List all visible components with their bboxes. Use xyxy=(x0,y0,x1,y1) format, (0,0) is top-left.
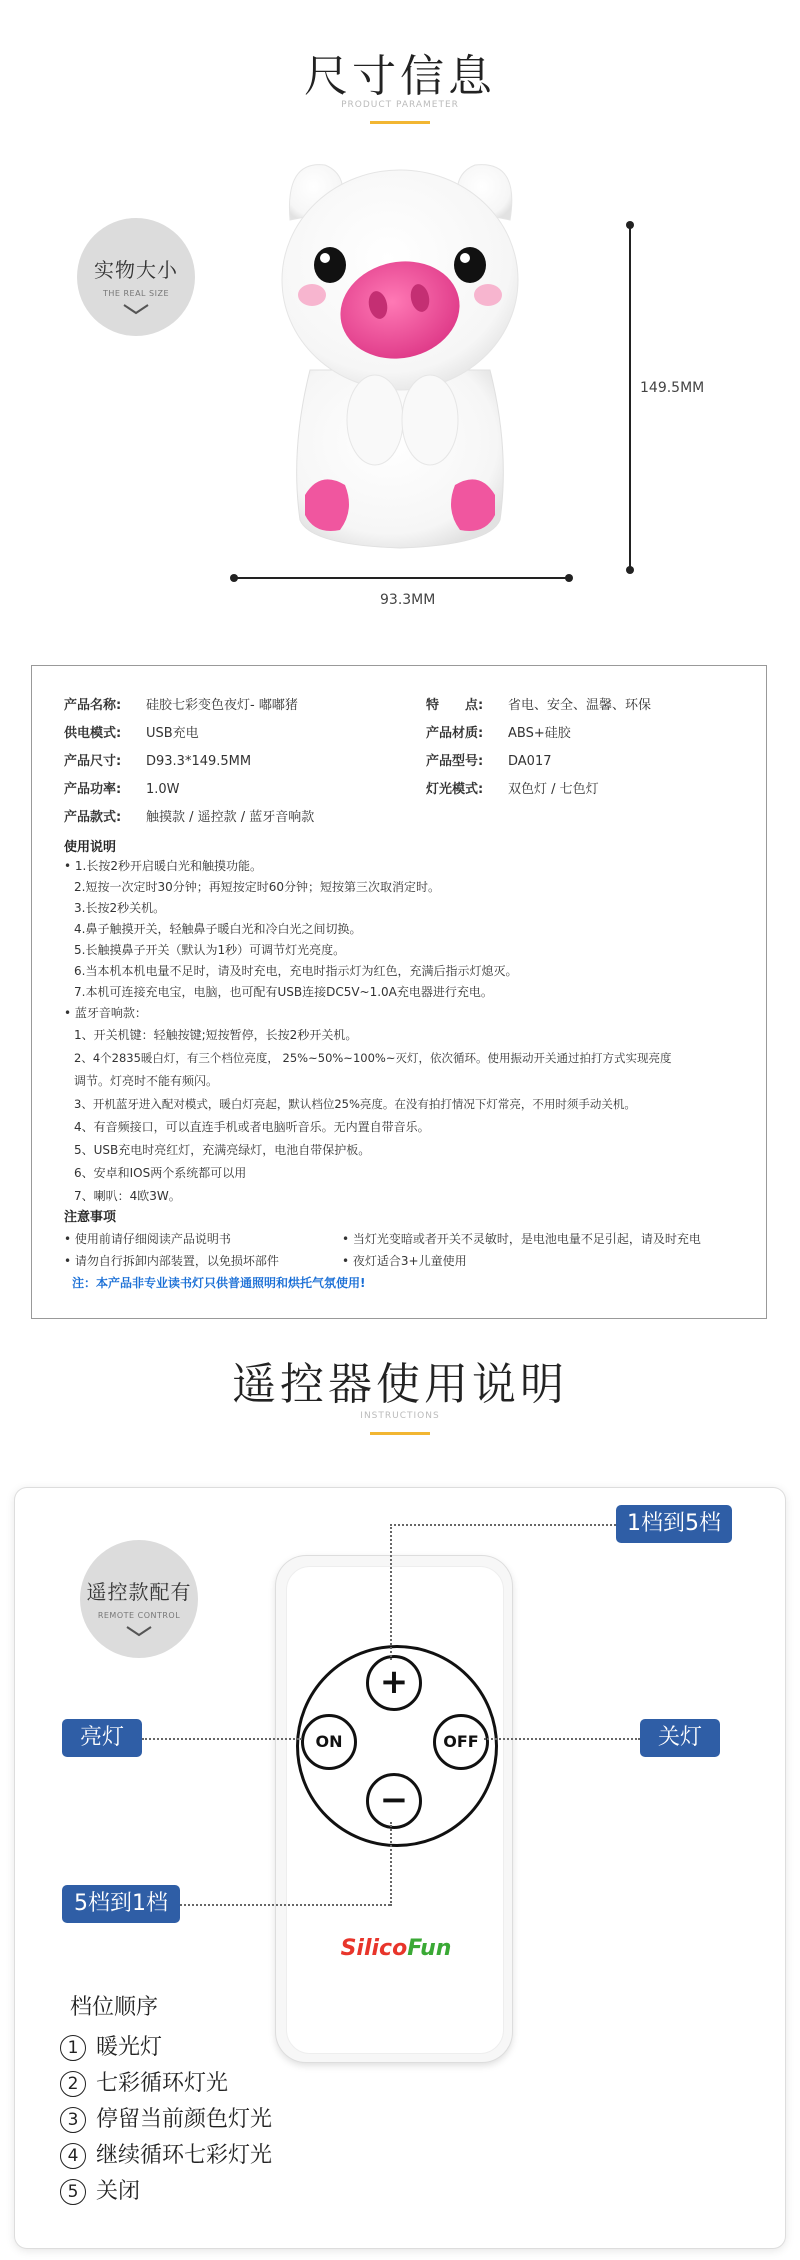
tag-level-down: 5档到1档 xyxy=(62,1885,180,1923)
usage-line: 4、有音频接口，可以直连手机或者电脑听音乐。无内置自带音乐。 xyxy=(74,1120,430,1134)
order-list xyxy=(60,2030,420,2210)
list-item: 1 暖光灯 xyxy=(60,2030,420,2066)
spec-box xyxy=(31,665,767,1319)
usage-line: 5.长触摸鼻子开关（默认为1秒）可调节灯光亮度。 xyxy=(74,943,346,957)
off-button[interactable]: OFF xyxy=(433,1714,489,1770)
leader-line-up-h xyxy=(390,1524,616,1526)
width-dimension-line xyxy=(234,577,569,579)
height-dimension-line xyxy=(629,225,631,570)
spec-row-size: 产品尺寸: D93.3*149.5MM xyxy=(64,754,252,769)
list-item: 4 继续循环七彩灯光 xyxy=(60,2138,420,2174)
badge-cn-text: 实物大小 xyxy=(94,258,178,282)
remote-badge xyxy=(80,1540,198,1658)
chevron-down-icon xyxy=(80,1622,198,1641)
spec-row-model: 产品型号: DA017 xyxy=(426,754,552,769)
usage-line: 3.长按2秒关机。 xyxy=(74,901,166,915)
size-section-subtitle: PRODUCT PARAMETER xyxy=(341,100,459,110)
tag-light-off: 关灯 xyxy=(640,1719,720,1757)
height-label: 149.5MM xyxy=(640,380,705,396)
usage-line: 4.鼻子触摸开关，轻触鼻子暖白光和冷白光之间切换。 xyxy=(74,922,362,936)
title-underline xyxy=(370,1432,430,1435)
real-size-badge xyxy=(77,218,195,336)
usage-line: 6、安卓和IOS两个系统都可以用 xyxy=(74,1166,247,1180)
leader-line-down-h xyxy=(180,1904,390,1906)
title-underline xyxy=(370,121,430,124)
usage-list xyxy=(64,856,754,1208)
spec-right-column xyxy=(426,692,746,804)
usage-line: • 1.长按2秒开启暖白光和触摸功能。 xyxy=(64,859,262,873)
chevron-down-icon xyxy=(77,300,195,319)
note-item: • 夜灯适合3+儿童使用 xyxy=(342,1254,467,1268)
leader-line-on xyxy=(142,1738,302,1740)
note-item: • 使用前请仔细阅读产品说明书 xyxy=(64,1232,231,1246)
note-item: • 请勿自行拆卸内部装置，以免损坏部件 xyxy=(64,1254,279,1268)
usage-warning: 注：本产品非专业读书灯只供普通照明和烘托气氛使用! xyxy=(72,1276,366,1290)
brand-logo: SilicoFun xyxy=(340,1936,452,1961)
usage-line: 3、开机蓝牙进入配对模式，暖白灯亮起，默认档位25%亮度。在没有拍打情况下灯常亮，不用时须手动关机。 xyxy=(74,1097,636,1111)
remote-section-title: 遥控器使用说明 xyxy=(232,1359,568,1410)
spec-row-wattage: 产品功率: 1.0W xyxy=(64,782,180,797)
usage-line: 7、喇叭：4欧3W。 xyxy=(74,1189,181,1203)
usage-line: 5、USB充电时亮红灯，充满亮绿灯，电池自带保护板。 xyxy=(74,1143,371,1157)
tag-light-on: 亮灯 xyxy=(62,1719,142,1757)
usage-line: 6.当本机本机电量不足时，请及时充电，充电时指示灯为红色，充满后指示灯熄灭。 xyxy=(74,964,518,978)
remote-section-subtitle: INSTRUCTIONS xyxy=(360,1411,440,1421)
list-item: 2 七彩循环灯光 xyxy=(60,2066,420,2102)
usage-line: 1、开关机键：轻触按键;短按暂停，长按2秒开关机。 xyxy=(74,1028,358,1042)
order-title: 档位顺序 xyxy=(70,1995,159,2020)
usage-line: 7.本机可连接充电宝，电脑，也可配有USB连接DC5V~1.0A充电器进行充电。 xyxy=(74,985,493,999)
on-button[interactable]: ON xyxy=(301,1714,357,1770)
usage-title: 使用说明 xyxy=(64,840,117,855)
spec-row-name: 产品名称: 硅胶七彩变色夜灯- 嘟嘟猪 xyxy=(64,698,298,713)
spec-row-light-mode: 灯光模式: 双色灯 / 七色灯 xyxy=(426,782,599,797)
list-item: 5 关闭 xyxy=(60,2174,420,2210)
list-item: 3 停留当前颜色灯光 xyxy=(60,2102,420,2138)
width-label: 93.3MM xyxy=(380,592,436,608)
spec-row-features: 特 点: 省电、安全、温馨、环保 xyxy=(426,698,652,713)
usage-line: 调节。灯亮时不能有频闪。 xyxy=(74,1074,219,1088)
spec-row-style: 产品款式: 触摸款 / 遥控款 / 蓝牙音响款 xyxy=(64,810,315,825)
note-item: • 当灯光变暗或者开关不灵敏时，是电池电量不足引起，请及时充电 xyxy=(342,1232,701,1246)
spec-row-material: 产品材质: ABS+硅胶 xyxy=(426,726,571,741)
leader-line-down xyxy=(390,1822,392,1906)
leader-line-off xyxy=(484,1738,640,1740)
dimension-dot-bottom xyxy=(626,566,634,574)
dimension-dot-right xyxy=(565,574,573,582)
badge-en-text: THE REAL SIZE xyxy=(102,289,170,298)
usage-line: 2.短按一次定时30分钟；再短按定时60分钟；短按第三次取消定时。 xyxy=(74,880,440,894)
brightness-down-button[interactable]: − xyxy=(366,1773,422,1829)
spec-left-column xyxy=(64,692,424,832)
pig-night-light-image xyxy=(270,150,530,560)
brightness-up-button[interactable]: + xyxy=(366,1655,422,1711)
tag-level-up: 1档到5档 xyxy=(616,1505,732,1543)
usage-line: 2、4个2835暖白灯，有三个档位亮度， 25%~50%~100%~灭灯，依次循环。使用振动开关通过拍打方式实现亮度 xyxy=(74,1051,672,1065)
usage-line: • 蓝牙音响款： xyxy=(64,1006,147,1020)
spec-row-power-mode: 供电模式: USB充电 xyxy=(64,726,199,741)
badge-en-text: REMOTE CONTROL xyxy=(97,1611,181,1620)
badge-cn-text: 遥控款配有 xyxy=(86,1580,192,1604)
size-section-title: 尺寸信息 xyxy=(304,51,496,102)
leader-line-up xyxy=(390,1524,392,1660)
notes-title: 注意事项 xyxy=(64,1210,117,1225)
